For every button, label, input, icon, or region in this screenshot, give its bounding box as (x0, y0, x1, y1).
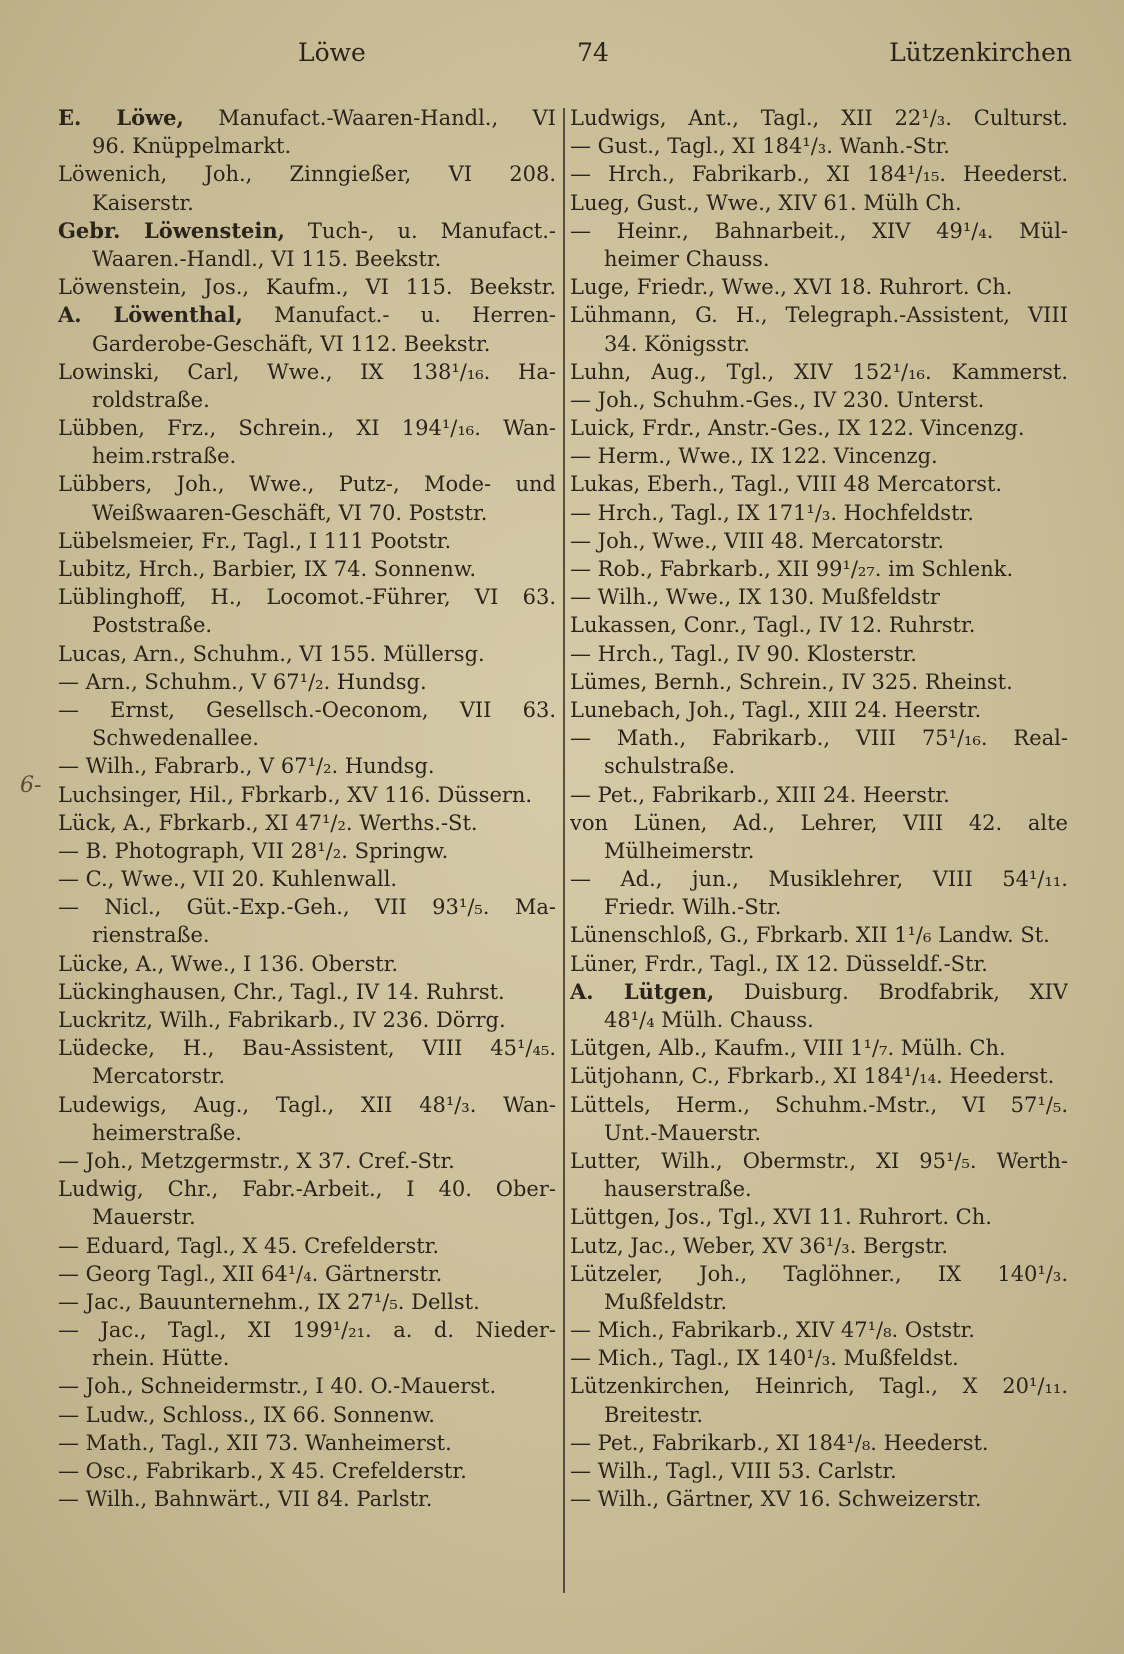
directory-line (58, 1034, 556, 1062)
entry-text: — Ad., jun., Musiklehrer, VIII 54¹/₁₁. (570, 867, 1068, 892)
entry-text: — Jac., Tagl., XI 199¹/₂₁. a. d. Nieder- (58, 1318, 556, 1343)
directory-line (570, 358, 1068, 386)
directory-line (58, 611, 556, 639)
right-column (570, 104, 1068, 1513)
entry-text: Lütjohann, C., Fbrkarb., XI 184¹/₁₄. Heederst. (570, 1064, 1055, 1089)
directory-line (58, 1091, 556, 1119)
entry-text: roldstraße. (92, 387, 210, 412)
directory-line (570, 1119, 1068, 1147)
directory-line (570, 301, 1068, 329)
entry-text: Lützenkirchen, Heinrich, Tagl., X 20¹/₁₁. (570, 1374, 1068, 1399)
directory-line (570, 555, 1068, 583)
entry-text: Lutter, Wilh., Obermstr., XI 95¹/₅. Werth- (570, 1148, 1068, 1173)
entry-text: — Hrch., Fabrikarb., XI 184¹/₁₅. Heederst. (570, 162, 1068, 187)
directory-line (570, 273, 1068, 301)
directory-line (570, 809, 1068, 837)
entry-name-bold: Gebr. Löwenstein, (58, 217, 285, 243)
directory-line (570, 1203, 1068, 1231)
directory-line (58, 1288, 556, 1316)
directory-line (570, 386, 1068, 414)
directory-line (570, 1232, 1068, 1260)
entry-text: — Mich., Fabrikarb., XIV 47¹/₈. Oststr. (570, 1318, 975, 1343)
directory-line (570, 640, 1068, 668)
entry-text: Ludwig, Chr., Fabr.-Arbeit., I 40. Ober- (58, 1177, 556, 1202)
directory-line (58, 809, 556, 837)
entry-text: — Pet., Fabrikarb., XI 184¹/₈. Heederst. (570, 1430, 989, 1455)
entry-text: — Wilh., Tagl., VIII 53. Carlstr. (570, 1459, 897, 1483)
directory-line (570, 978, 1068, 1006)
entry-text: heimer Chauss. (604, 246, 770, 271)
entry-text: — Mich., Tagl., IX 140¹/₃. Mußfeldst. (570, 1346, 959, 1371)
directory-line (570, 865, 1068, 893)
directory-line (570, 442, 1068, 470)
directory-line (58, 1316, 556, 1344)
directory-line (58, 1429, 556, 1457)
entry-name-bold: A. Lütgen, (570, 978, 715, 1004)
entry-text: — Ludw., Schloss., IX 66. Sonnenw. (58, 1402, 435, 1427)
directory-line (58, 301, 556, 329)
entry-text: Lubitz, Hrch., Barbier, IX 74. Sonnenw. (58, 557, 476, 581)
directory-line (570, 414, 1068, 442)
directory-line (570, 1091, 1068, 1119)
directory-line (58, 1372, 556, 1400)
entry-text: Lunebach, Joh., Tagl., XIII 24. Heerstr. (570, 697, 982, 722)
entry-text: Unt.-Mauerstr. (604, 1120, 762, 1145)
entry-text: Luge, Friedr., Wwe., XVI 18. Ruhrort. Ch. (570, 275, 1013, 300)
entry-text: Lübbers, Joh., Wwe., Putz-, Mode- und (58, 472, 556, 497)
directory-line (570, 781, 1068, 809)
entry-text: hauserstraße. (604, 1177, 752, 1202)
directory-line (58, 1175, 556, 1203)
directory-line (58, 273, 556, 301)
entry-text: Lübelsmeier, Fr., Tagl., I 111 Pootstr. (58, 528, 452, 553)
directory-line (570, 527, 1068, 555)
directory-line (570, 1288, 1068, 1316)
directory-line (58, 160, 556, 188)
directory-line (58, 1457, 556, 1485)
directory-line (570, 1062, 1068, 1090)
directory-line (570, 1372, 1068, 1400)
directory-line (58, 1062, 556, 1090)
column-divider (563, 108, 565, 1593)
entry-text: Lütgen, Alb., Kaufm., VIII 1¹/₇. Mülh. Ch. (570, 1036, 1006, 1061)
entry-text: Lutz, Jac., Weber, XV 36¹/₃. Bergstr. (570, 1233, 949, 1258)
entry-text: Manufact.-Waaren-Handl., VI (183, 106, 556, 130)
directory-line (58, 1006, 556, 1034)
directory-line (58, 1232, 556, 1260)
entry-text: Löwenich, Joh., Zinngießer, VI 208. (58, 162, 556, 187)
entry-text: Lützeler, Joh., Taglöhner., IX 140¹/₃. (570, 1261, 1068, 1286)
directory-line (58, 1485, 556, 1513)
entry-text: — Joh., Wwe., VIII 48. Mercatorstr. (570, 528, 945, 553)
entry-name-bold: A. Löwenthal, (58, 302, 243, 328)
directory-line (58, 837, 556, 865)
page-number: 74 (577, 38, 609, 67)
directory-line (58, 330, 556, 358)
entry-text: — Nicl., Güt.-Exp.-Geh., VII 93¹/₅. Ma- (58, 895, 556, 920)
directory-line (58, 1119, 556, 1147)
entry-text: von Lünen, Ad., Lehrer, VIII 42. alte (570, 810, 1068, 835)
entry-text: Lünenschloß, G., Fbrkarb. XII 1¹/₆ Landw. St. (570, 923, 1050, 948)
entry-text: Lowinski, Carl, Wwe., IX 138¹/₁₆. Ha- (58, 359, 556, 384)
directory-line (58, 1203, 556, 1231)
directory-line (570, 160, 1068, 188)
entry-text: — Herm., Wwe., IX 122. Vincenzg. (570, 444, 938, 469)
entry-text: Weißwaaren-Geschäft, VI 70. Poststr. (92, 500, 488, 525)
entry-text: Mauerstr. (92, 1205, 196, 1230)
entry-text: — Hrch., Tagl., IX 171¹/₃. Hochfeldstr. (570, 500, 974, 525)
directory-line (570, 245, 1068, 273)
entry-text: Lübben, Frz., Schrein., XI 194¹/₁₆. Wan- (58, 416, 556, 441)
entry-text: Friedr. Wilh.-Str. (604, 895, 782, 920)
directory-line (58, 386, 556, 414)
entry-text: Mußfeldstr. (604, 1289, 728, 1314)
directory-line (58, 189, 556, 217)
directory-line (570, 583, 1068, 611)
entry-text: — Joh., Metzgermstr., X 37. Cref.-Str. (58, 1148, 455, 1173)
entry-name-bold: E. Löwe, (58, 105, 184, 130)
directory-line (58, 724, 556, 752)
directory-line (570, 1344, 1068, 1372)
directory-line (570, 104, 1068, 132)
directory-line (58, 950, 556, 978)
directory-line (58, 499, 556, 527)
entry-text: Lüner, Frdr., Tagl., IX 12. Düsseldf.-Str. (570, 951, 988, 976)
entry-text: — Ernst, Gesellsch.-Oeconom, VII 63. (58, 697, 556, 722)
directory-line (570, 189, 1068, 217)
directory-line (58, 752, 556, 780)
entry-text: Löwenstein, Jos., Kaufm., VI 115. Beekstr. (58, 275, 556, 300)
entry-text: Lümes, Bernh., Schrein., IV 325. Rheinst. (570, 669, 1013, 694)
entry-text: — Osc., Fabrikarb., X 45. Crefelderstr. (58, 1459, 467, 1483)
entry-text: Breitestr. (604, 1402, 704, 1427)
entry-text: Manufact.- u. Herren- (242, 303, 556, 328)
directory-line (58, 470, 556, 498)
directory-line (58, 358, 556, 386)
entry-text: Luchsinger, Hil., Fbrkarb., XV 116. Düssern. (58, 782, 533, 807)
entry-text: — Joh., Schneidermstr., I 40. O.-Mauerst. (58, 1374, 497, 1399)
directory-line (570, 217, 1068, 245)
entry-text: — Wilh., Fabrarb., V 67¹/₂. Hundsg. (58, 754, 435, 779)
entry-text: Schwedenallee. (92, 726, 259, 751)
entry-text: — Wilh., Wwe., IX 130. Mußfeldstr (570, 585, 940, 610)
directory-line (570, 1485, 1068, 1513)
directory-line (570, 724, 1068, 752)
directory-line (570, 1316, 1068, 1344)
entry-text: Lukassen, Conr., Tagl., IV 12. Ruhrstr. (570, 613, 976, 638)
directory-line (58, 104, 556, 132)
directory-line (58, 668, 556, 696)
entry-text: schulstraße. (604, 754, 736, 779)
entry-text: — C., Wwe., VII 20. Kuhlenwall. (58, 867, 398, 892)
entry-text: — B. Photograph, VII 28¹/₂. Springw. (58, 838, 449, 863)
entry-text: Kaiserstr. (92, 190, 194, 215)
entry-text: — Eduard, Tagl., X 45. Crefelderstr. (58, 1233, 440, 1258)
directory-line (58, 865, 556, 893)
entry-text: rienstraße. (92, 923, 210, 948)
directory-line (58, 555, 556, 583)
directory-line (58, 527, 556, 555)
entry-text: — Gust., Tagl., XI 184¹/₃. Wanh.-Str. (570, 134, 950, 159)
entry-text: Lück, A., Fbrkarb., XI 47¹/₂. Werths.-St. (58, 810, 478, 835)
entry-text: Ludewigs, Aug., Tagl., XII 48¹/₃. Wan- (58, 1092, 556, 1117)
entry-text: Poststraße. (92, 613, 213, 638)
entry-text: Lüttels, Herm., Schuhm.-Mstr., VI 57¹/₅. (570, 1092, 1068, 1117)
directory-line (570, 950, 1068, 978)
directory-line (570, 499, 1068, 527)
directory-line (570, 668, 1068, 696)
entry-text: — Jac., Bauunternehm., IX 27¹/₅. Dellst. (58, 1289, 480, 1314)
directory-line (58, 696, 556, 724)
entry-text: — Pet., Fabrikarb., XIII 24. Heerstr. (570, 782, 950, 807)
directory-line (58, 921, 556, 949)
entry-text: Garderobe-Geschäft, VI 112. Beekstr. (92, 331, 491, 356)
entry-text: Lüblinghoff, H., Locomot.-Führer, VI 63. (58, 585, 556, 610)
entry-text: — Arn., Schuhm., V 67¹/₂. Hundsg. (58, 669, 427, 694)
directory-line (58, 1344, 556, 1372)
directory-line (570, 132, 1068, 160)
entry-text: Lüdecke, H., Bau-Assistent, VIII 45¹/₄₅. (58, 1036, 556, 1061)
entry-text: Lüttgen, Jos., Tgl., XVI 11. Ruhrort. Ch. (570, 1205, 992, 1230)
directory-line (58, 132, 556, 160)
entry-text: — Wilh., Gärtner, XV 16. Schweizerstr. (570, 1487, 982, 1512)
header-last-entry: Lützenkirchen (889, 38, 1072, 67)
directory-line (570, 696, 1068, 724)
entry-text: 48¹/₄ Mülh. Chauss. (604, 1008, 814, 1032)
entry-text: Mülheimerstr. (604, 838, 755, 863)
entry-text: — Math., Fabrikarb., VIII 75¹/₁₆. Real- (570, 726, 1068, 751)
entry-text: — Heinr., Bahnarbeit., XIV 49¹/₄. Mül- (570, 218, 1068, 243)
entry-text: Luick, Frdr., Anstr.-Ges., IX 122. Vincenzg. (570, 416, 1025, 441)
directory-line (58, 442, 556, 470)
directory-line (58, 1401, 556, 1429)
entry-text: — Rob., Fabrkarb., XII 99¹/₂₇. im Schlenk. (570, 557, 1014, 581)
entry-text: heimerstraße. (92, 1120, 242, 1145)
header-first-entry: Löwe (298, 38, 366, 67)
page-header (58, 38, 1072, 78)
directory-line (58, 414, 556, 442)
entry-text: — Joh., Schuhm.-Ges., IV 230. Unterst. (570, 387, 985, 412)
entry-text: rhein. Hütte. (92, 1346, 230, 1371)
entry-text: — Math., Tagl., XII 73. Wanheimerst. (58, 1430, 452, 1455)
entry-text: Luhn, Aug., Tgl., XIV 152¹/₁₆. Kammerst. (570, 359, 1068, 384)
entry-text: 34. Königsstr. (604, 331, 750, 356)
entry-text: Lücke, A., Wwe., I 136. Oberstr. (58, 951, 399, 976)
directory-line (58, 781, 556, 809)
directory-line (58, 583, 556, 611)
entry-text: Mercatorstr. (92, 1064, 225, 1089)
entry-text: Duisburg. Brodfabrik, XIV (714, 979, 1068, 1004)
entry-text: Lühmann, G. H., Telegraph.-Assistent, VIII (570, 303, 1068, 328)
entry-text: — Hrch., Tagl., IV 90. Klosterstr. (570, 641, 917, 666)
directory-line (570, 1429, 1068, 1457)
entry-text: Lucas, Arn., Schuhm., VI 155. Müllersg. (58, 641, 485, 666)
directory-line (58, 217, 556, 245)
entry-text: Luckritz, Wilh., Fabrikarb., IV 236. Dörrg. (58, 1008, 506, 1032)
directory-line (570, 470, 1068, 498)
directory-line (570, 1260, 1068, 1288)
directory-line (58, 1260, 556, 1288)
entry-text: Tuch-, u. Manufact.- (284, 218, 556, 243)
directory-line (570, 893, 1068, 921)
entry-text: — Wilh., Bahnwärt., VII 84. Parlstr. (58, 1487, 433, 1512)
entry-text: Lückinghausen, Chr., Tagl., IV 14. Ruhrst. (58, 979, 505, 1004)
directory-line (570, 1006, 1068, 1034)
entry-text: 96. Knüppelmarkt. (92, 134, 292, 159)
directory-line (570, 330, 1068, 358)
directory-line (570, 921, 1068, 949)
directory-line (58, 1147, 556, 1175)
directory-line (58, 978, 556, 1006)
directory-line (570, 1034, 1068, 1062)
directory-line (570, 611, 1068, 639)
directory-line (58, 640, 556, 668)
directory-line (570, 837, 1068, 865)
directory-line (570, 1175, 1068, 1203)
entry-text: Ludwigs, Ant., Tagl., XII 22¹/₃. Culturst. (570, 106, 1068, 130)
margin-annotation: 6- (20, 773, 42, 798)
directory-line (570, 1147, 1068, 1175)
entry-text: Lukas, Eberh., Tagl., VIII 48 Mercatorst. (570, 472, 1003, 497)
entry-text: heim.rstraße. (92, 444, 237, 469)
directory-line (570, 752, 1068, 780)
entry-text: — Georg Tagl., XII 64¹/₄. Gärtnerstr. (58, 1261, 443, 1286)
entry-text: Waaren.-Handl., VI 115. Beekstr. (92, 246, 442, 271)
left-column (58, 104, 556, 1513)
directory-line (570, 1457, 1068, 1485)
directory-line (58, 893, 556, 921)
directory-line (570, 1401, 1068, 1429)
entry-text: Lueg, Gust., Wwe., XIV 61. Mülh Ch. (570, 190, 962, 215)
directory-line (58, 245, 556, 273)
